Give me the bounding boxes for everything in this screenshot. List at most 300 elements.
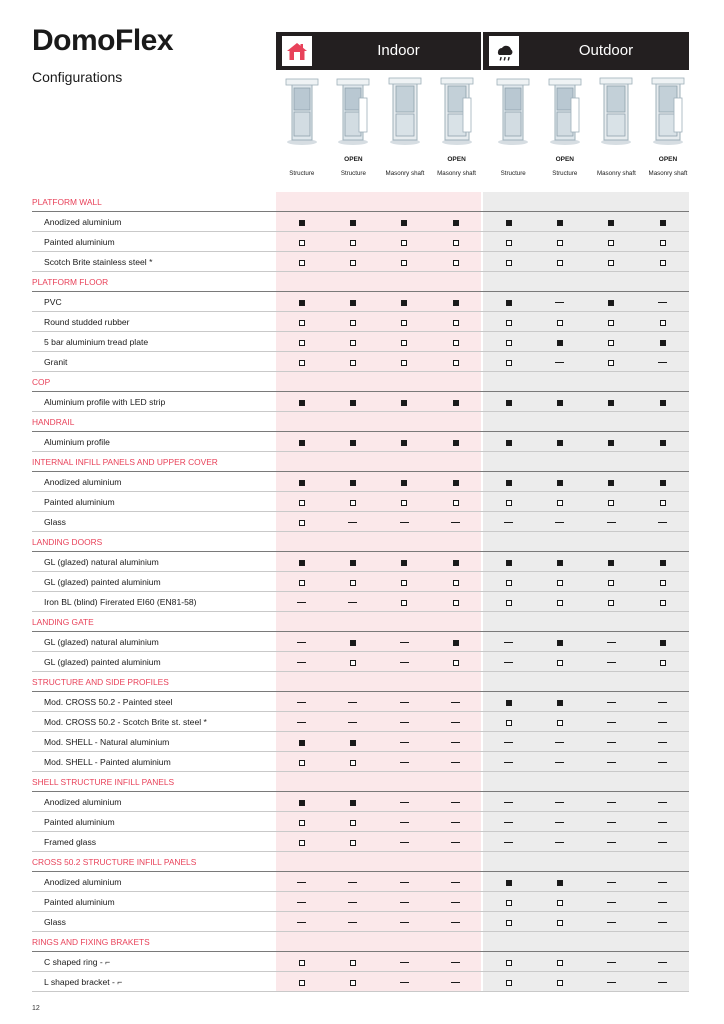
column-caption: Structure	[289, 170, 315, 177]
cell-mark	[483, 832, 534, 852]
column-caption: Structure	[552, 170, 578, 177]
filled-square-icon	[453, 640, 459, 646]
indoor-band	[276, 612, 481, 632]
cell-mark	[637, 432, 688, 452]
cell-mark	[534, 652, 585, 672]
filled-square-icon	[350, 800, 356, 806]
dash-icon	[348, 522, 357, 523]
cell-mark	[586, 732, 637, 752]
filled-square-icon	[660, 480, 666, 486]
cell-mark	[379, 752, 430, 772]
dash-icon	[297, 642, 306, 643]
open-square-icon	[557, 920, 563, 926]
cell-mark	[586, 692, 637, 712]
cell-mark	[276, 952, 327, 972]
open-square-icon	[401, 240, 407, 246]
cell-mark	[637, 752, 688, 772]
dash-icon	[348, 902, 357, 903]
open-square-icon	[401, 360, 407, 366]
cell-mark	[276, 332, 327, 352]
dash-icon	[451, 902, 460, 903]
cell-mark	[637, 512, 688, 532]
cell-mark	[637, 872, 688, 892]
row-label: L shaped bracket - ⌐	[44, 977, 123, 987]
cell-mark	[586, 472, 637, 492]
dash-icon	[400, 882, 409, 883]
cell-mark	[534, 912, 585, 932]
row-label: Painted aluminium	[44, 237, 115, 247]
indoor-band	[276, 852, 481, 872]
filled-square-icon	[557, 340, 563, 346]
row-label: Painted aluminium	[44, 897, 115, 907]
filled-square-icon	[350, 300, 356, 306]
cell-mark	[430, 332, 481, 352]
cell-mark	[379, 232, 430, 252]
open-square-icon	[350, 840, 356, 846]
dash-icon	[607, 882, 616, 883]
lift-illustration-icon	[648, 76, 688, 148]
cell-mark	[327, 912, 378, 932]
cell-mark	[430, 572, 481, 592]
dash-icon	[451, 722, 460, 723]
cell-mark	[637, 552, 688, 572]
row-label: Glass	[44, 517, 66, 527]
indoor-band	[276, 772, 481, 792]
dash-icon	[348, 602, 357, 603]
cell-mark	[586, 552, 637, 572]
cell-mark	[276, 572, 327, 592]
section-header-row	[32, 192, 689, 212]
column-thumbnail-8	[642, 70, 694, 192]
row-label: Anodized aluminium	[44, 797, 122, 807]
filled-square-icon	[506, 560, 512, 566]
table-row	[32, 292, 689, 312]
outdoor-band	[483, 932, 689, 952]
open-square-icon	[350, 980, 356, 986]
dash-icon	[400, 802, 409, 803]
open-square-icon	[299, 520, 305, 526]
cell-mark	[534, 292, 585, 312]
column-thumbnails	[276, 70, 689, 192]
table-row	[32, 892, 689, 912]
cell-mark	[534, 752, 585, 772]
dash-icon	[658, 302, 667, 303]
column-caption: Masonry shaft	[437, 170, 477, 177]
dash-icon	[607, 922, 616, 923]
cell-mark	[637, 632, 688, 652]
column-caption: Masonry shaft	[385, 170, 425, 177]
open-square-icon	[299, 580, 305, 586]
cell-mark	[483, 232, 534, 252]
cell-mark	[637, 892, 688, 912]
cell-mark	[534, 692, 585, 712]
open-square-icon	[506, 980, 512, 986]
filled-square-icon	[608, 220, 614, 226]
house-icon	[282, 36, 312, 66]
dash-icon	[451, 822, 460, 823]
page-title: DomoFlex	[32, 24, 174, 57]
open-square-icon	[299, 980, 305, 986]
table-row	[32, 912, 689, 932]
cell-mark	[483, 352, 534, 372]
open-square-icon	[660, 260, 666, 266]
open-square-icon	[660, 600, 666, 606]
cell-mark	[586, 392, 637, 412]
open-square-icon	[660, 660, 666, 666]
group-label-outdoor: Outdoor	[578, 42, 634, 59]
cell-mark	[534, 632, 585, 652]
cell-mark	[379, 492, 430, 512]
cell-mark	[483, 752, 534, 772]
cell-mark	[586, 972, 637, 992]
cell-mark	[637, 332, 688, 352]
dash-icon	[451, 802, 460, 803]
open-square-icon	[506, 500, 512, 506]
cell-mark	[430, 872, 481, 892]
cell-mark	[327, 472, 378, 492]
open-square-icon	[299, 240, 305, 246]
cell-mark	[534, 832, 585, 852]
filled-square-icon	[401, 560, 407, 566]
dash-icon	[555, 742, 564, 743]
cell-mark	[483, 792, 534, 812]
filled-square-icon	[401, 480, 407, 486]
cell-mark	[379, 872, 430, 892]
open-square-icon	[557, 580, 563, 586]
open-square-icon	[401, 320, 407, 326]
open-square-icon	[506, 900, 512, 906]
rain-cloud-icon	[489, 36, 519, 66]
section-header-row	[32, 772, 689, 792]
cell-mark	[276, 392, 327, 412]
section-header-row	[32, 612, 689, 632]
open-square-icon	[299, 260, 305, 266]
cell-mark	[327, 692, 378, 712]
outdoor-band	[483, 452, 689, 472]
dash-icon	[658, 822, 667, 823]
cell-mark	[430, 312, 481, 332]
column-thumbnail-1	[276, 70, 328, 192]
cell-mark	[276, 972, 327, 992]
row-label: Mod. CROSS 50.2 - Painted steel	[44, 697, 173, 707]
dash-icon	[451, 882, 460, 883]
section-label: CROSS 50.2 STRUCTURE INFILL PANELS	[32, 857, 197, 867]
cell-mark	[379, 432, 430, 452]
dash-icon	[348, 882, 357, 883]
section-header-row	[32, 932, 689, 952]
open-square-icon	[299, 840, 305, 846]
dash-icon	[400, 742, 409, 743]
table-row	[32, 572, 689, 592]
open-square-icon	[608, 500, 614, 506]
outdoor-band	[483, 372, 689, 392]
cell-mark	[586, 792, 637, 812]
cell-mark	[379, 392, 430, 412]
column-thumbnail-7	[591, 70, 643, 192]
table-row	[32, 732, 689, 752]
dash-icon	[297, 922, 306, 923]
cell-mark	[534, 352, 585, 372]
filled-square-icon	[453, 400, 459, 406]
row-label: Anodized aluminium	[44, 217, 122, 227]
cell-mark	[586, 752, 637, 772]
filled-square-icon	[453, 480, 459, 486]
dash-icon	[658, 362, 667, 363]
cell-mark	[430, 392, 481, 412]
cell-mark	[276, 292, 327, 312]
column-thumbnail-6	[539, 70, 591, 192]
section-label: INTERNAL INFILL PANELS AND UPPER COVER	[32, 457, 218, 467]
dash-icon	[297, 602, 306, 603]
cell-mark	[276, 312, 327, 332]
cell-mark	[430, 212, 481, 232]
filled-square-icon	[660, 400, 666, 406]
outdoor-band	[483, 672, 689, 692]
cell-mark	[430, 552, 481, 572]
row-label: C shaped ring - ⌐	[44, 957, 111, 967]
filled-square-icon	[299, 400, 305, 406]
cell-mark	[430, 352, 481, 372]
cell-mark	[276, 892, 327, 912]
cell-mark	[586, 492, 637, 512]
column-thumbnail-2	[328, 70, 380, 192]
open-square-icon	[608, 320, 614, 326]
open-square-icon	[506, 320, 512, 326]
dash-icon	[555, 762, 564, 763]
open-square-icon	[660, 320, 666, 326]
filled-square-icon	[557, 640, 563, 646]
filled-square-icon	[350, 400, 356, 406]
cell-mark	[276, 632, 327, 652]
open-square-icon	[506, 920, 512, 926]
open-square-icon	[350, 360, 356, 366]
cell-mark	[534, 312, 585, 332]
dash-icon	[297, 722, 306, 723]
cell-mark	[327, 332, 378, 352]
filled-square-icon	[557, 220, 563, 226]
filled-square-icon	[608, 300, 614, 306]
dash-icon	[607, 642, 616, 643]
dash-icon	[400, 642, 409, 643]
cell-mark	[586, 812, 637, 832]
open-square-icon	[453, 580, 459, 586]
open-square-icon	[557, 960, 563, 966]
row-label: Glass	[44, 917, 66, 927]
table-row	[32, 652, 689, 672]
cell-mark	[637, 592, 688, 612]
cell-mark	[430, 692, 481, 712]
cell-mark	[379, 472, 430, 492]
cell-mark	[276, 732, 327, 752]
cell-mark	[327, 952, 378, 972]
open-square-icon	[401, 500, 407, 506]
cell-mark	[483, 432, 534, 452]
open-square-icon	[557, 500, 563, 506]
row-label: Painted aluminium	[44, 497, 115, 507]
column-caption: Masonry shaft	[596, 170, 636, 177]
table-row	[32, 232, 689, 252]
cell-mark	[379, 312, 430, 332]
cell-mark	[483, 332, 534, 352]
cell-mark	[327, 292, 378, 312]
cell-mark	[586, 832, 637, 852]
dash-icon	[607, 522, 616, 523]
dash-icon	[555, 822, 564, 823]
cell-mark	[327, 872, 378, 892]
open-square-icon	[350, 320, 356, 326]
cell-mark	[379, 732, 430, 752]
dash-icon	[297, 662, 306, 663]
cell-mark	[276, 912, 327, 932]
table-row	[32, 872, 689, 892]
cell-mark	[327, 232, 378, 252]
filled-square-icon	[299, 560, 305, 566]
cell-mark	[637, 212, 688, 232]
filled-square-icon	[350, 480, 356, 486]
cell-mark	[637, 312, 688, 332]
filled-square-icon	[453, 300, 459, 306]
open-square-icon	[350, 340, 356, 346]
indoor-band	[276, 932, 481, 952]
cell-mark	[276, 252, 327, 272]
cell-mark	[379, 652, 430, 672]
cell-mark	[637, 252, 688, 272]
table-row	[32, 952, 689, 972]
filled-square-icon	[350, 440, 356, 446]
dash-icon	[658, 522, 667, 523]
cell-mark	[637, 952, 688, 972]
dash-icon	[400, 962, 409, 963]
filled-square-icon	[401, 400, 407, 406]
cell-mark	[483, 712, 534, 732]
filled-square-icon	[453, 560, 459, 566]
open-square-icon	[401, 600, 407, 606]
cell-mark	[327, 652, 378, 672]
cell-mark	[586, 292, 637, 312]
open-square-icon	[557, 600, 563, 606]
row-label: PVC	[44, 297, 62, 307]
group-header-indoor	[276, 32, 481, 70]
filled-square-icon	[401, 440, 407, 446]
filled-square-icon	[506, 300, 512, 306]
cell-mark	[379, 352, 430, 372]
row-label: GL (glazed) natural aluminium	[44, 637, 159, 647]
cell-mark	[534, 732, 585, 752]
open-square-icon	[350, 260, 356, 266]
open-square-icon	[350, 500, 356, 506]
open-square-icon	[608, 240, 614, 246]
table-row	[32, 512, 689, 532]
cell-mark	[430, 832, 481, 852]
table-row	[32, 212, 689, 232]
indoor-band	[276, 672, 481, 692]
indoor-band	[276, 532, 481, 552]
cell-mark	[379, 252, 430, 272]
dash-icon	[555, 842, 564, 843]
cell-mark	[276, 832, 327, 852]
dash-icon	[504, 642, 513, 643]
indoor-band	[276, 372, 481, 392]
filled-square-icon	[453, 440, 459, 446]
cell-mark	[483, 692, 534, 712]
cell-mark	[637, 572, 688, 592]
cell-mark	[534, 952, 585, 972]
outdoor-band	[483, 412, 689, 432]
cell-mark	[534, 332, 585, 352]
open-square-icon	[453, 500, 459, 506]
table-row	[32, 752, 689, 772]
cell-mark	[637, 792, 688, 812]
dash-icon	[607, 722, 616, 723]
table-row	[32, 792, 689, 812]
cell-mark	[430, 472, 481, 492]
group-header-outdoor	[483, 32, 689, 70]
cell-mark	[430, 952, 481, 972]
cell-mark	[379, 512, 430, 532]
open-square-icon	[660, 580, 666, 586]
cell-mark	[534, 432, 585, 452]
open-square-icon	[350, 960, 356, 966]
cell-mark	[379, 592, 430, 612]
page-header	[0, 0, 724, 192]
dash-icon	[297, 902, 306, 903]
open-square-icon	[299, 820, 305, 826]
open-square-icon	[453, 660, 459, 666]
cell-mark	[483, 972, 534, 992]
indoor-band	[276, 452, 481, 472]
section-header-row	[32, 272, 689, 292]
table-row	[32, 312, 689, 332]
dash-icon	[400, 922, 409, 923]
cell-mark	[430, 292, 481, 312]
dash-icon	[607, 742, 616, 743]
cell-mark	[637, 472, 688, 492]
dash-icon	[348, 922, 357, 923]
cell-mark	[327, 432, 378, 452]
column-open-label: OPEN	[447, 156, 466, 163]
cell-mark	[430, 432, 481, 452]
cell-mark	[327, 732, 378, 752]
cell-mark	[276, 652, 327, 672]
cell-mark	[379, 212, 430, 232]
open-square-icon	[557, 900, 563, 906]
dash-icon	[555, 302, 564, 303]
dash-icon	[555, 802, 564, 803]
dash-icon	[607, 982, 616, 983]
open-square-icon	[453, 240, 459, 246]
dash-icon	[607, 702, 616, 703]
dash-icon	[451, 842, 460, 843]
dash-icon	[555, 362, 564, 363]
lift-illustration-icon	[282, 76, 322, 148]
open-square-icon	[401, 340, 407, 346]
cell-mark	[430, 752, 481, 772]
table-row	[32, 432, 689, 452]
group-label-indoor: Indoor	[377, 42, 420, 59]
cell-mark	[637, 492, 688, 512]
table-row	[32, 632, 689, 652]
cell-mark	[637, 972, 688, 992]
cell-mark	[534, 872, 585, 892]
configuration-table	[32, 192, 689, 992]
open-square-icon	[453, 320, 459, 326]
table-row	[32, 492, 689, 512]
cell-mark	[276, 432, 327, 452]
open-square-icon	[506, 340, 512, 346]
cell-mark	[430, 792, 481, 812]
dash-icon	[504, 742, 513, 743]
cell-mark	[276, 512, 327, 532]
